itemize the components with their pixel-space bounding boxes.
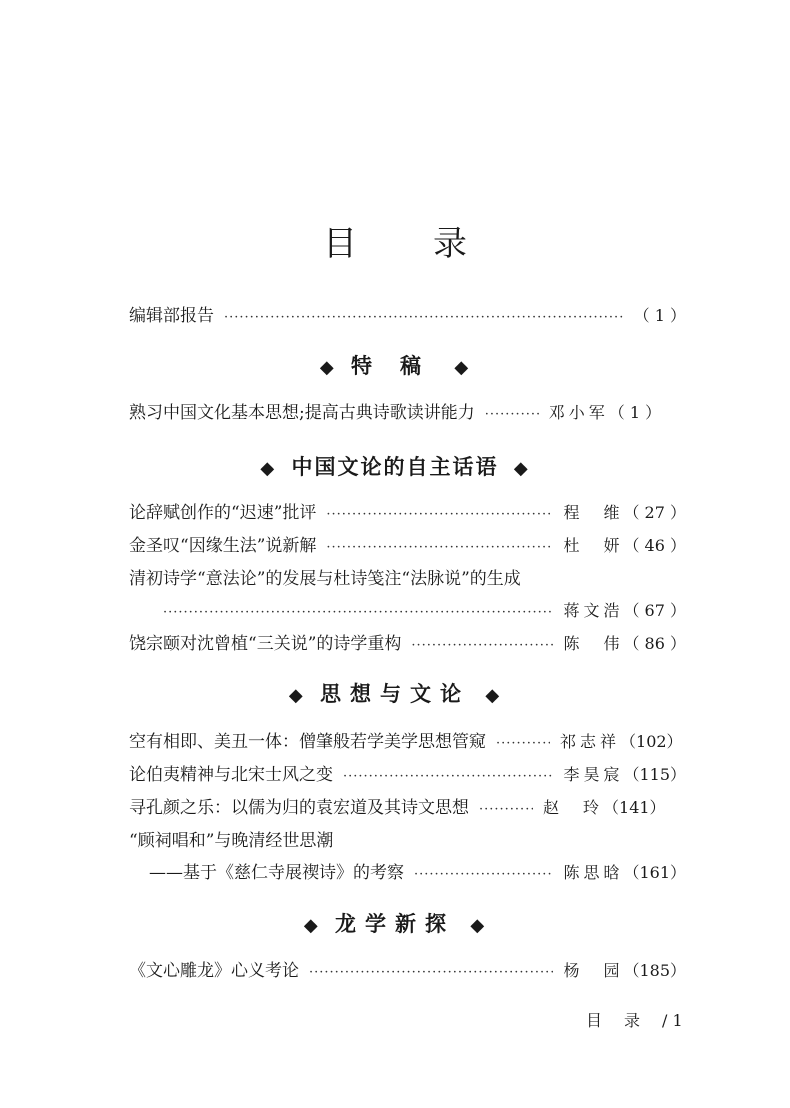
section-label: 特稿 xyxy=(351,353,449,378)
dot-leader xyxy=(343,762,553,792)
toc-entry[interactable] xyxy=(129,629,686,659)
dot-leader xyxy=(163,598,553,628)
diamond-icon: ◆ xyxy=(288,685,305,706)
entry-page: （102） xyxy=(620,732,683,751)
entry-author: 杨 园 xyxy=(563,961,624,980)
entry-author: 杜 妍 xyxy=(563,536,624,555)
dot-leader xyxy=(479,795,533,825)
entry-author: 蒋文浩 xyxy=(563,601,624,620)
diamond-icon: ◆ xyxy=(319,357,336,378)
toc-entry[interactable] xyxy=(129,760,686,790)
section-heading-discourse xyxy=(0,451,790,485)
entry-author: 陈 伟 xyxy=(563,634,624,653)
entry-title: 论辞赋创作的“迟速”批评 xyxy=(129,503,317,523)
entry-title: 空有相即、美丑一体：僧肇般若学美学思想管窥 xyxy=(129,732,486,752)
toc-entry[interactable] xyxy=(129,531,686,561)
entry-page: （ 1 ） xyxy=(633,306,686,325)
dot-leader xyxy=(326,533,553,563)
entry-author: 李昊宸 xyxy=(563,765,624,784)
diamond-icon: ◆ xyxy=(260,458,277,479)
dot-leader xyxy=(326,500,553,530)
entry-title: 金圣叹“因缘生法”说新解 xyxy=(129,536,317,556)
section-heading-longxue xyxy=(0,908,790,942)
entry-page: （161） xyxy=(623,863,686,882)
page-footer xyxy=(586,1008,683,1034)
entry-subtitle: ——基于《慈仁寺展禊诗》的考察 xyxy=(149,863,404,883)
section-label: 思想与文论 xyxy=(320,681,470,706)
toc-entry-multiline-title[interactable] xyxy=(129,826,686,856)
entry-author: 程 维 xyxy=(563,503,624,522)
entry-author: 邓小军 xyxy=(548,403,609,422)
diamond-icon: ◆ xyxy=(303,915,320,936)
dot-leader xyxy=(309,958,553,988)
entry-title: 熟习中国文化基本思想;提高古典诗歌读讲能力 xyxy=(129,403,475,423)
entry-title: 饶宗颐对沈曾植“三关说”的诗学重构 xyxy=(129,634,402,654)
section-heading-thought xyxy=(0,678,790,712)
entry-page: （185） xyxy=(623,961,686,980)
entry-title: 寻孔颜之乐：以儒为归的袁宏道及其诗文思想 xyxy=(129,798,469,818)
toc-entry[interactable] xyxy=(129,398,686,428)
dot-leader xyxy=(496,729,550,759)
entry-page: （ 46 ） xyxy=(623,536,686,555)
dot-leader xyxy=(414,860,553,890)
dot-leader xyxy=(485,400,539,430)
toc-entry[interactable] xyxy=(129,956,686,986)
page-title: 目录 xyxy=(323,224,543,264)
toc-entry[interactable] xyxy=(129,498,686,528)
entry-author: 祁志祥 xyxy=(560,732,621,751)
entry-author: 陈思晗 xyxy=(563,863,624,882)
entry-title: “顾祠唱和”与晚清经世思潮 xyxy=(129,831,334,851)
diamond-icon: ◆ xyxy=(454,357,471,378)
entry-title: 《文心雕龙》心义考论 xyxy=(129,961,299,981)
toc-entry-subtitle[interactable] xyxy=(129,858,686,888)
toc-entry-multiline-title[interactable] xyxy=(129,564,686,594)
dot-leader xyxy=(224,303,624,333)
diamond-icon: ◆ xyxy=(470,915,487,936)
toc-entry-editorial-report[interactable] xyxy=(129,301,686,331)
toc-entry-continuation[interactable] xyxy=(129,596,686,626)
entry-page: （141） xyxy=(603,798,666,817)
diamond-icon: ◆ xyxy=(485,685,502,706)
footer-page-number: / 1 xyxy=(662,1011,683,1030)
entry-title: 清初诗学“意法论”的发展与杜诗笺注“法脉说”的生成 xyxy=(129,569,521,589)
entry-title: 论伯夷精神与北宋士风之变 xyxy=(129,765,333,785)
diamond-icon: ◆ xyxy=(513,458,530,479)
entry-page: （ 67 ） xyxy=(623,601,686,620)
entry-author: 赵 玲 xyxy=(543,798,604,817)
footer-label: 目录 xyxy=(586,1011,663,1030)
toc-entry[interactable] xyxy=(129,727,686,757)
section-label: 中国文论的自主话语 xyxy=(291,454,499,479)
section-label: 龙学新探 xyxy=(335,911,455,936)
entry-title: 编辑部报告 xyxy=(129,306,214,326)
entry-page: （ 27 ） xyxy=(623,503,686,522)
toc-entry[interactable] xyxy=(129,793,686,823)
section-heading-special xyxy=(0,350,790,384)
entry-page: （ 1 ） xyxy=(608,403,662,422)
entry-page: （ 86 ） xyxy=(623,634,686,653)
entry-page: （115） xyxy=(623,765,686,784)
dot-leader xyxy=(411,631,553,661)
